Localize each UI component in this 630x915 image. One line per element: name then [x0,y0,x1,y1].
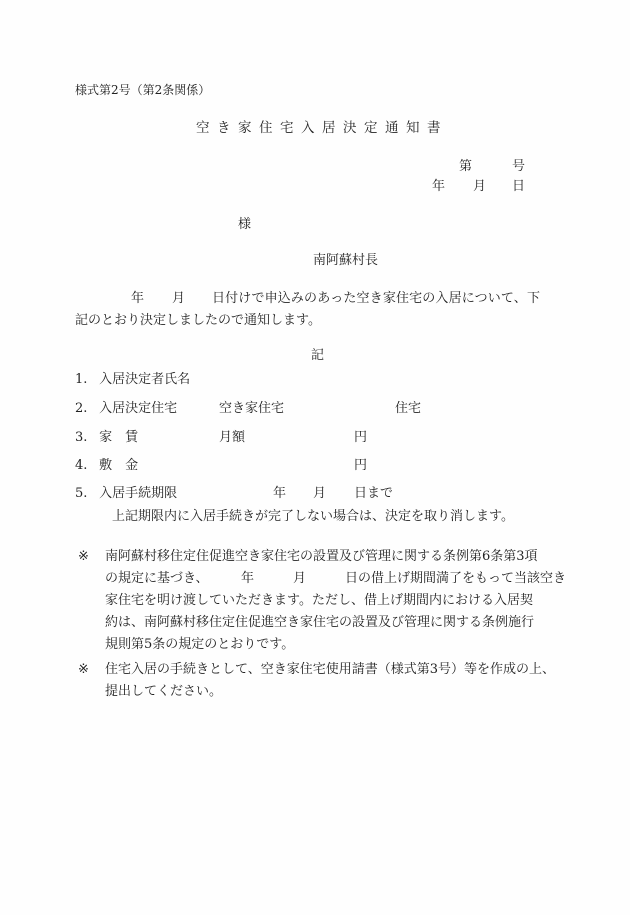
note-line: 提出してください。 [105,684,223,699]
issue-date-month: 月 [473,179,487,194]
item-deadline [75,487,177,500]
item-deposit [75,459,138,472]
note-text [105,659,555,703]
body-month: 月 [172,291,186,306]
body-line2: 記のとおり決定しましたので通知します。 [75,313,321,328]
reference-mark-icon: ※ [78,662,89,677]
item-label: 入居決定者氏名 [99,372,191,387]
item-number: 5. [75,486,88,501]
item-applicant-name [75,373,190,386]
item-deposit-yen: 円 [354,458,368,473]
deadline-note: 上記期限内に入居手続きが完了しない場合は、決定を取り消します。 [112,509,514,524]
form-id: 様式第2号（第2条関係） [75,83,211,97]
note-line: 規則第5条の規定のとおりです。 [105,637,295,652]
item-number: 3. [75,430,88,445]
item-label: 家 賃 [99,430,139,445]
body-year: 年 [131,291,145,306]
note-line: 約は、南阿蘇村移住定住促進空き家住宅の設置及び管理に関する条例施行 [105,615,535,630]
item-label: 敷 金 [99,458,139,473]
issuer: 南阿蘇村長 [313,253,379,268]
item-housing-suffix: 住宅 [395,401,422,416]
issue-date-day: 日 [512,179,526,194]
doc-number-suffix: 号 [512,159,526,174]
item-rent [75,431,138,444]
item-rent-yen: 円 [354,430,368,445]
note-text [105,546,566,656]
issue-date-year: 年 [432,179,446,194]
item-deadline-month: 月 [313,486,327,501]
ki-heading: 記 [311,348,325,363]
item-number: 1. [75,372,88,387]
item-deadline-year: 年 [273,486,287,501]
item-housing-type: 空き家住宅 [219,401,285,416]
body-line1: 日付けで申込みのあった空き家住宅の入居について、下 [212,291,541,306]
item-number: 4. [75,458,88,473]
item-number: 2. [75,401,88,416]
doc-number-prefix: 第 [459,159,473,174]
note-line: 住宅入居の手続きとして、空き家住宅使用請書（様式第3号）等を作成の上、 [105,662,556,677]
addressee: 様 [238,217,252,232]
item-deadline-day: 日まで [354,486,394,501]
item-label: 入居手続期限 [99,486,178,501]
item-label: 入居決定住宅 [99,401,178,416]
document-title: 空き家住宅入居決定通知書 [196,120,448,136]
item-housing [75,402,177,415]
note-line: 家住宅を明け渡していただきます。ただし、借上げ期間内における入居契 [105,593,533,608]
reference-mark-icon: ※ [78,549,89,564]
note-line: 南阿蘇村移住定住促進空き家住宅の設置及び管理に関する条例第6条第3項 [105,549,538,564]
item-rent-monthly: 月額 [219,430,246,445]
note-line: の規定に基づき、 年 月 日の借上げ期間満了をもって当該空き [105,571,566,586]
